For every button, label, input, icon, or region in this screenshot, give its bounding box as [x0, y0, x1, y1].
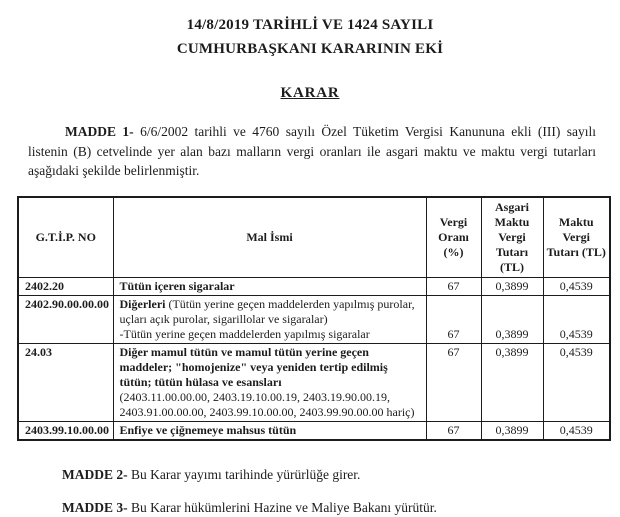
tax-rate-table — [17, 196, 611, 441]
table-row — [18, 277, 610, 295]
mal-ismi-text: Tütün içeren sigaralar — [120, 279, 235, 293]
col-header-vergi-orani: Vergi Oranı (%) — [426, 197, 481, 278]
col-header-mal-ismi: Mal İsmi — [113, 197, 426, 278]
table-row — [18, 343, 610, 421]
madde-1-label: MADDE 1- — [65, 124, 134, 139]
asgari-maktu-cell: 0,3899 — [481, 421, 543, 440]
title-line-2: CUMHURBAŞKANI KARARININ EKİ — [0, 37, 620, 61]
mal-ismi-paren-text: (Tütün yerine geçen maddelerden yapılmış purolar, uçları açık purolar, sigarillolar ve sigaralar) — [120, 297, 415, 326]
asgari-maktu-cell: 0,3899 — [481, 295, 543, 343]
maktu-cell: 0,4539 — [543, 421, 610, 440]
col-header-gtip-no: G.T.İ.P. NO — [18, 197, 113, 278]
table-row — [18, 421, 610, 440]
madde-3-text: Bu Karar hükümlerini Hazine ve Maliye Bakanı yürütür. — [131, 500, 437, 515]
decree-heading: KARAR — [0, 85, 620, 102]
col-header-maktu: Maktu Vergi Tutarı (TL) — [543, 197, 610, 278]
gtip-cell: 2402.20 — [18, 277, 113, 295]
table-row — [18, 295, 610, 343]
vergi-orani-cell: 67 — [426, 295, 481, 343]
mal-ismi-bold-text: Diğer mamul tütün ve mamul tütün yerine geçen maddeler; "homojenize" veya yeniden tertip edilmiş tütün; tütün hülasa ve esansları — [120, 345, 420, 390]
madde-2-label: MADDE 2- — [62, 467, 128, 482]
maktu-cell: 0,4539 — [543, 277, 610, 295]
mal-ismi-cell — [113, 295, 426, 343]
madde-2-paragraph — [62, 465, 596, 485]
vergi-orani-cell: 67 — [426, 343, 481, 421]
title-line-1: 14/8/2019 TARİHLİ VE 1424 SAYILI — [0, 13, 620, 37]
mal-ismi-cell — [113, 343, 426, 421]
asgari-maktu-cell: 0,3899 — [481, 343, 543, 421]
table-header-row — [18, 197, 610, 278]
document-title — [0, 13, 620, 61]
madde-1-text: 6/6/2002 tarihli ve 4760 sayılı Özel Tüketim Vergisi Kanununa ekli (III) sayılı listenin (B) cetvelinde yer alan bazı malların vergi oranları ile asgari maktu ve maktu vergi tutarları aşağıdaki şekilde belirlenmiştir. — [28, 124, 596, 178]
madde-1-paragraph — [28, 122, 596, 181]
mal-ismi-subline: -Tütün yerine geçen maddelerden yapılmış sigaralar — [120, 327, 420, 342]
col-header-asgari-maktu: Asgari Maktu Vergi Tutarı (TL) — [481, 197, 543, 278]
asgari-maktu-cell: 0,3899 — [481, 277, 543, 295]
mal-ismi-cell — [113, 421, 426, 440]
mal-ismi-paren-text: (2403.11.00.00.00, 2403.19.10.00.19, 2403.19.90.00.19, 2403.91.00.00.00, 2403.99.10.00.00, 2403.99.90.00.00 hariç) — [120, 390, 420, 420]
madde-3-paragraph — [62, 498, 596, 517]
gtip-cell: 2402.90.00.00.00 — [18, 295, 113, 343]
madde-3-label: MADDE 3- — [62, 500, 128, 515]
mal-ismi-text: Enfiye ve çiğnemeye mahsus tütün — [120, 423, 297, 437]
gtip-cell: 24.03 — [18, 343, 113, 421]
mal-ismi-bold-text: Diğerleri — [120, 297, 166, 311]
madde-2-text: Bu Karar yayımı tarihinde yürürlüğe girer. — [131, 467, 360, 482]
maktu-cell: 0,4539 — [543, 343, 610, 421]
mal-ismi-cell — [113, 277, 426, 295]
maktu-cell: 0,4539 — [543, 295, 610, 343]
vergi-orani-cell: 67 — [426, 277, 481, 295]
vergi-orani-cell: 67 — [426, 421, 481, 440]
gtip-cell: 2403.99.10.00.00 — [18, 421, 113, 440]
